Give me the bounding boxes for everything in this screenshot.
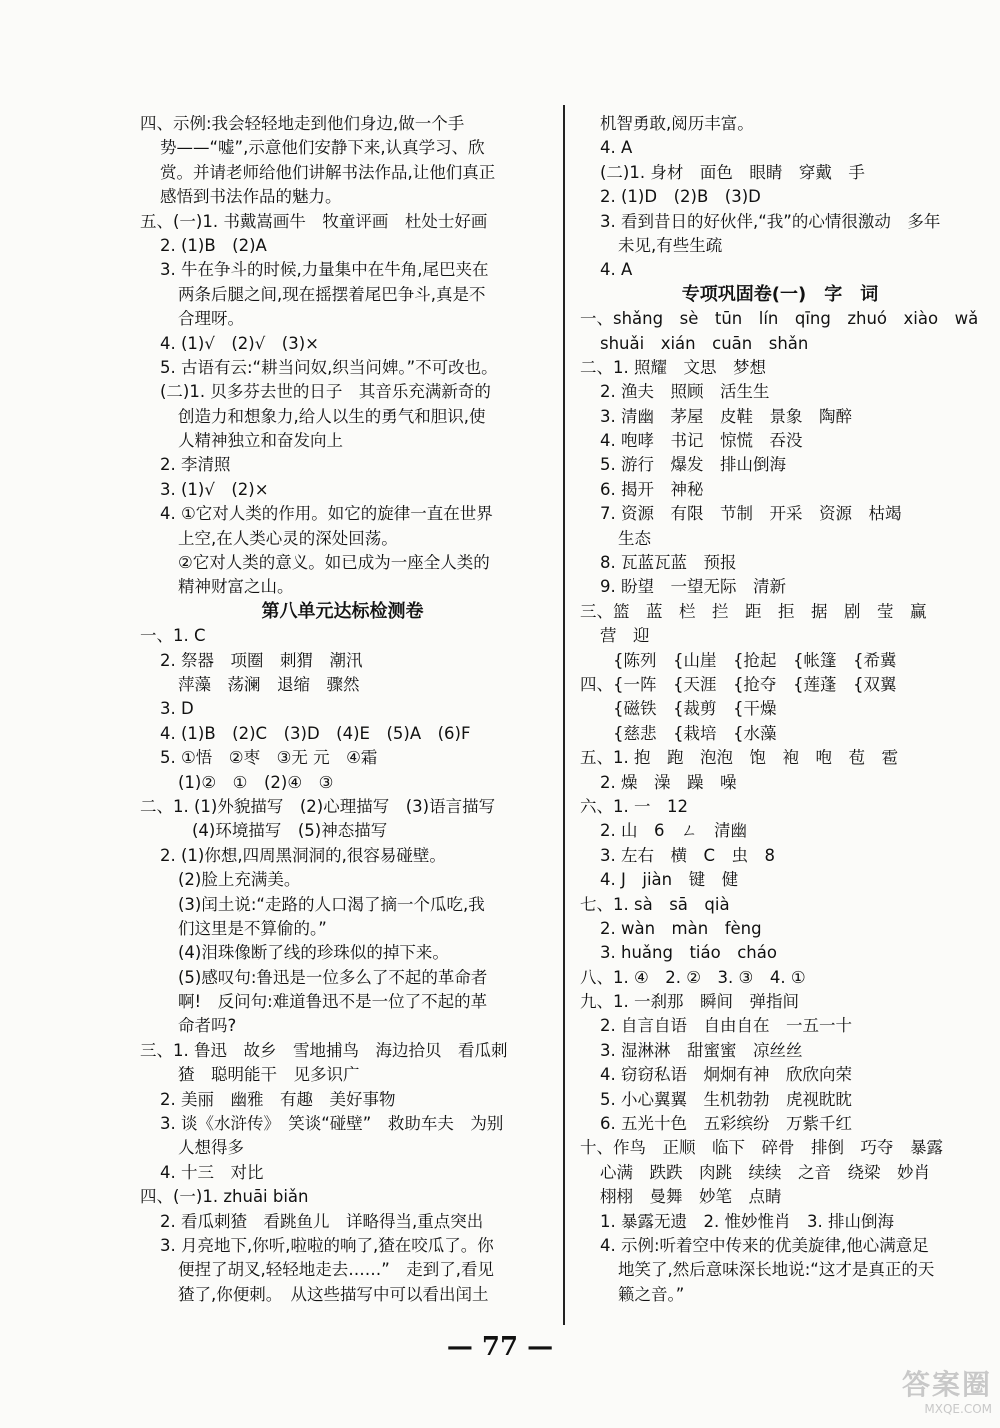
answer-line: 未见,有些生疏 bbox=[618, 235, 723, 255]
column-divider bbox=[563, 105, 565, 1325]
answer-line: 5. 游行 爆发 排山倒海 bbox=[600, 455, 786, 475]
answer-line: 猹 聪明能干 见多识广 bbox=[178, 1065, 360, 1085]
answer-line: 精神财富之山。 bbox=[178, 577, 294, 597]
answer-line: 便捏了胡叉,轻轻地走去……” 走到了,看见 bbox=[178, 1260, 495, 1280]
answer-line: 营 迎 bbox=[600, 626, 650, 646]
answer-line: 1. 暴露无遗 2. 惟妙惟肖 3. 排山倒海 bbox=[600, 1211, 894, 1231]
page-number: — 77 — bbox=[446, 1332, 554, 1362]
answer-line: 4. 咆哮 书记 惊慌 吞没 bbox=[600, 431, 803, 451]
answer-line: 4. 示例:听着空中传来的优美旋律,他心满意足 bbox=[600, 1235, 929, 1255]
answer-line: (二)1. 身材 面色 眼睛 穿戴 手 bbox=[600, 162, 865, 182]
answer-line: 三、1. 鲁迅 故乡 雪地捕鸟 海边拾贝 看瓜刺 bbox=[140, 1040, 508, 1060]
answer-line: 2. (1)B (2)A bbox=[160, 235, 267, 255]
answer-line: 4. (1)B (2)C (3)D (4)E (5)A (6)F bbox=[160, 723, 471, 743]
answer-line: 2. 看瓜刺猹 看跳鱼儿 详略得当,重点突出 bbox=[160, 1211, 484, 1231]
answer-line: 四、{一阵 {天涯 {抢夺 {莲蓬 {双翼 bbox=[580, 674, 897, 694]
answer-line: 四、示例:我会轻轻地走到他们身边,做一个手 bbox=[140, 114, 465, 133]
answer-line: 五、1. 抱 跑 泡泡 饱 袍 咆 苞 雹 bbox=[580, 748, 898, 768]
answer-line: (4)环境描写 (5)神态描写 bbox=[192, 821, 388, 841]
watermark-logo: 答案圈 MXQE.COM bbox=[901, 1368, 992, 1416]
answer-line: ②它对人类的意义。如已成为一座全人类的 bbox=[178, 553, 490, 573]
answer-line: 心满 跌跌 肉跳 续续 之音 绕梁 妙肖 bbox=[600, 1162, 930, 1182]
answer-line: 上空,在人类心灵的深处回荡。 bbox=[178, 528, 398, 548]
answer-line: 3. 湿淋淋 甜蜜蜜 凉丝丝 bbox=[600, 1040, 803, 1060]
answer-line: 籁之音。” bbox=[618, 1284, 685, 1304]
answer-line: 3. (1)√ (2)× bbox=[160, 479, 269, 499]
answer-line: 们这里是不算偷的。” bbox=[178, 918, 327, 938]
answer-line: 生态 bbox=[618, 528, 651, 548]
answer-line: 创造力和想象力,给人以生的勇气和胆识,使 bbox=[178, 406, 486, 426]
answer-line: 2. 祭器 项圈 刺猬 潮汛 bbox=[160, 650, 363, 670]
answer-line: 9. 盼望 一望无际 清新 bbox=[600, 577, 786, 597]
answer-line: 九、1. 一刹那 瞬间 弹指间 bbox=[580, 992, 799, 1012]
answer-line: 二、1. 照耀 文思 梦想 bbox=[580, 357, 766, 377]
answer-line: 4. (1)√ (2)√ (3)× bbox=[160, 333, 319, 353]
section-heading: 第八单元达标检测卷 bbox=[261, 600, 424, 622]
answer-line: (5)感叹句:鲁迅是一位多么了不起的革命者 bbox=[178, 967, 488, 987]
answer-line: (2)脸上充满美。 bbox=[178, 870, 301, 890]
answer-line: 一、shǎng sè tūn lín qīng zhuó xiào wǎ bbox=[580, 309, 979, 329]
answer-line: 命者吗? bbox=[178, 1016, 237, 1036]
answer-line: 4. 窃窃私语 炯炯有神 欣欣向荣 bbox=[600, 1065, 852, 1085]
answer-line: 3. 牛在争斗的时候,力量集中在牛角,尾巴夹在 bbox=[160, 260, 489, 280]
answer-line: {陈列 {山崖 {抢起 {帐篷 {希冀 bbox=[580, 650, 897, 670]
answer-line: 3. D bbox=[160, 699, 194, 719]
answer-line: 2. (1)D (2)B (3)D bbox=[600, 187, 761, 207]
answer-line: 人想得多 bbox=[178, 1138, 244, 1158]
answer-line: 七、1. sà sā qià bbox=[580, 894, 730, 914]
answer-line: 感悟到书法作品的魅力。 bbox=[160, 187, 342, 207]
answer-line: 二、1. (1)外貌描写 (2)心理描写 (3)语言描写 bbox=[140, 796, 496, 816]
answer-line: (1)② ① (2)④ ③ bbox=[178, 772, 334, 792]
answer-line: 赏。并请老师给他们讲解书法作品,让他们真正 bbox=[160, 162, 496, 182]
answer-line: 六、1. 一 12 bbox=[580, 796, 688, 816]
answer-line: 2. 渔夫 照顾 活生生 bbox=[600, 382, 770, 402]
answer-line: 5. ①悟 ②枣 ③无 元 ④霜 bbox=[160, 748, 378, 768]
answer-line: 2. 山 6 ㄥ 清幽 bbox=[600, 821, 747, 841]
answer-line: 势——“嘘”,示意他们安静下来,认真学习、欣 bbox=[160, 138, 485, 158]
answer-line: (二)1. 贝多芬去世的日子 其音乐充满新奇的 bbox=[160, 382, 491, 402]
answer-line: 十、作鸟 正顺 临下 碎骨 排倒 巧夺 暴露 bbox=[580, 1138, 943, 1158]
answer-line: 2. 美丽 幽雅 有趣 美好事物 bbox=[160, 1089, 396, 1109]
answer-line: 啊! 反问句:难道鲁迅不是一位了不起的革 bbox=[178, 992, 488, 1012]
section-heading: 专项巩固卷(一) 字 词 bbox=[681, 283, 879, 305]
answer-line: 机智勇敢,阅历丰富。 bbox=[600, 114, 754, 133]
answer-line: 猹了,你便刺。 从这些描写中可以看出闰土 bbox=[178, 1284, 489, 1304]
answer-line: 6. 揭开 神秘 bbox=[600, 479, 704, 499]
answer-line: 一、1. C bbox=[140, 626, 206, 646]
answer-line: 8. 瓦蓝瓦蓝 预报 bbox=[600, 553, 737, 573]
answer-line: 4. A bbox=[600, 138, 633, 158]
answer-line: 2. 李清照 bbox=[160, 455, 231, 475]
right-column bbox=[580, 112, 980, 1307]
answer-line: 4. A bbox=[600, 260, 633, 280]
answer-line: (3)闰土说:“走路的人口渴了摘一个瓜吃,我 bbox=[178, 894, 485, 914]
answer-line: 八、1. ④ 2. ② 3. ③ 4. ① bbox=[580, 967, 806, 987]
answer-line: 萍藻 荡澜 退缩 骤然 bbox=[178, 674, 360, 694]
answer-line: 4. ①它对人类的作用。如它的旋律一直在世界 bbox=[160, 504, 493, 524]
answer-line: 3. 清幽 茅屋 皮鞋 景象 陶醉 bbox=[600, 406, 852, 426]
answer-line: (4)泪珠像断了线的珍珠似的掉下来。 bbox=[178, 943, 449, 963]
answer-line: 2. wàn màn fèng bbox=[600, 918, 762, 938]
answer-line: 7. 资源 有限 节制 开采 资源 枯竭 bbox=[600, 504, 902, 524]
answer-line: 栩栩 曼舞 妙笔 点睛 bbox=[600, 1187, 782, 1207]
answer-line: 3. 左右 横 C 虫 8 bbox=[600, 845, 776, 865]
answer-line: 3. huǎng tiáo cháo bbox=[600, 943, 777, 963]
answer-line: 3. 月亮地下,你听,啦啦的响了,猹在咬瓜了。你 bbox=[160, 1235, 494, 1255]
answer-line: {慈悲 {栽培 {水藻 bbox=[580, 723, 777, 743]
answer-line: 2. (1)你想,四周黑洞洞的,很容易碰壁。 bbox=[160, 845, 446, 865]
answer-line: 3. 谈《水浒传》 笑谈“碰壁” 救助车夫 为别 bbox=[160, 1114, 504, 1134]
answer-line: 五、(一)1. 书戴嵩画牛 牧童评画 杜处士好画 bbox=[140, 211, 488, 231]
answer-line: 人精神独立和奋发向上 bbox=[178, 431, 343, 451]
answer-line: 3. 看到昔日的好伙伴,“我”的心情很激动 多年 bbox=[600, 211, 941, 231]
answer-line: 三、篮 蓝 栏 拦 距 拒 据 剧 莹 赢 bbox=[580, 601, 927, 621]
answer-line: 合理呀。 bbox=[178, 309, 244, 329]
answer-line: 四、(一)1. zhuāi biǎn bbox=[140, 1187, 309, 1207]
answer-line: 5. 古语有云:“耕当问奴,织当问婢。”不可改也。 bbox=[160, 357, 498, 377]
answer-line: 4. J jiàn 键 健 bbox=[600, 870, 739, 890]
left-column bbox=[140, 112, 545, 1307]
answer-line: shuǎi xián cuān shǎn bbox=[600, 333, 809, 353]
answer-line: 4. 十三 对比 bbox=[160, 1162, 264, 1182]
answer-line: 5. 小心翼翼 生机勃勃 虎视眈眈 bbox=[600, 1089, 852, 1109]
answer-line: {磁铁 {裁剪 {干燥 bbox=[580, 699, 777, 719]
answer-line: 2. 燥 澡 躁 噪 bbox=[600, 772, 737, 792]
answer-line: 2. 自言自语 自由自在 一五一十 bbox=[600, 1016, 852, 1036]
answer-line: 两条后腿之间,现在摇摆着尾巴争斗,真是不 bbox=[178, 284, 486, 304]
answer-line: 地笑了,然后意味深长地说:“这才是真正的天 bbox=[618, 1260, 935, 1280]
answer-line: 6. 五光十色 五彩缤纷 万紫千红 bbox=[600, 1114, 852, 1134]
